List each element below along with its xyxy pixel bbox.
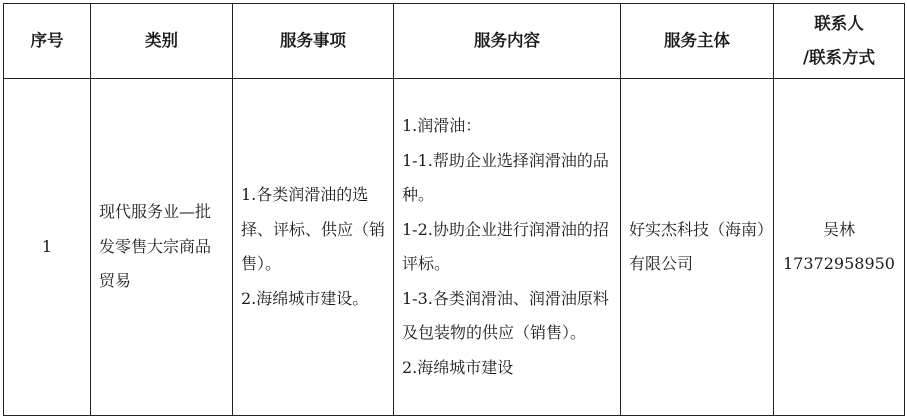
header-row	[4, 4, 905, 79]
header-contact	[774, 4, 905, 79]
row-contact	[774, 79, 905, 416]
content-line-5: 2.海绵城市建设	[402, 357, 514, 377]
service-item-1: 1.各类润滑油的选择、评标、供应（销售）。	[241, 185, 386, 273]
content-line-1: 1.润滑油：	[402, 116, 482, 135]
row-provider	[621, 79, 774, 416]
row-service-items	[233, 79, 394, 416]
header-service-items: 服务事项	[233, 4, 394, 79]
table-row	[4, 79, 905, 416]
header-index: 序号	[4, 4, 91, 79]
header-contact-line1: 联系人	[814, 14, 864, 33]
header-contact-line2: /联系方式	[802, 48, 876, 67]
row-provider-text: 好实杰科技（海南）有限公司	[629, 219, 766, 273]
service-table	[3, 3, 905, 416]
service-item-2: 2.海绵城市建设。	[241, 288, 369, 308]
contact-name: 吴林	[822, 219, 855, 239]
header-category: 类别	[91, 4, 233, 79]
header-service-content: 服务内容	[394, 4, 621, 79]
content-line-2: 1-1.帮助企业选择润滑油的品种。	[402, 150, 609, 204]
content-line-3: 1-2.协助企业进行润滑油的招评标。	[402, 219, 609, 273]
content-line-4: 1-3.各类润滑油、润滑油原料及包装物的供应（销售）。	[402, 288, 609, 342]
contact-phone: 17372958950	[783, 254, 895, 273]
row-category	[91, 79, 233, 416]
row-category-text: 现代服务业—批发零售大宗商品贸易	[99, 202, 212, 291]
row-service-content	[394, 79, 621, 416]
row-index: 1	[4, 79, 91, 416]
header-provider: 服务主体	[621, 4, 774, 79]
